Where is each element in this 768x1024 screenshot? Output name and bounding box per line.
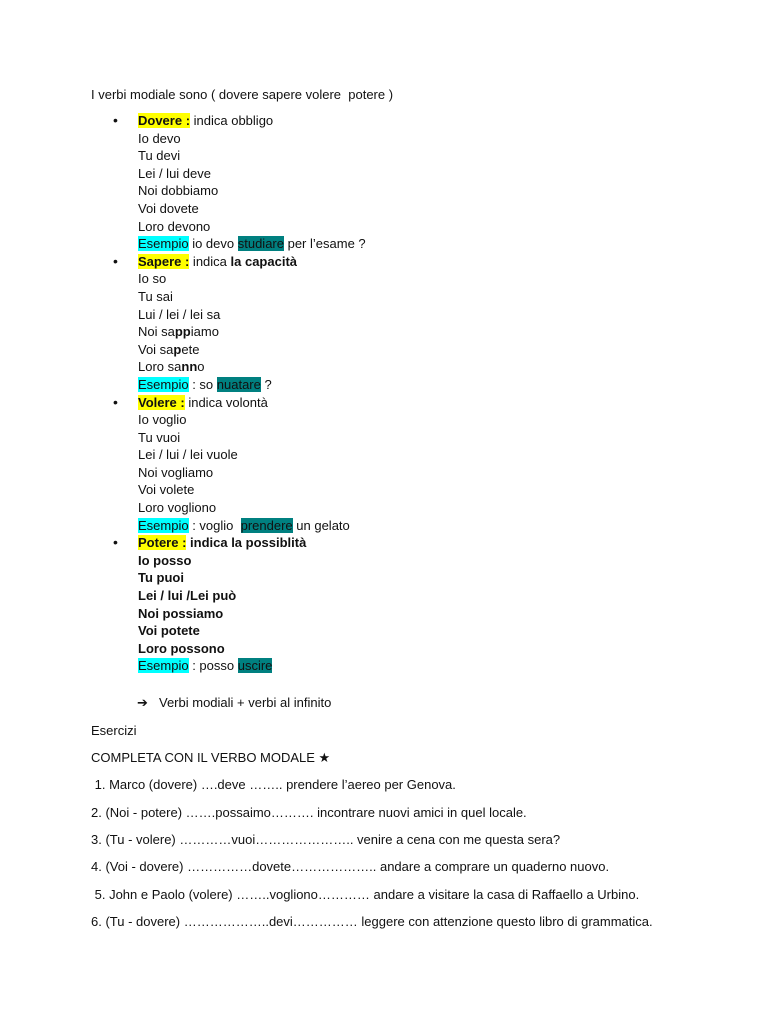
conjugation-line <box>138 165 366 183</box>
exercise-item: 4. (Voi - dovere) ……………dovete……………….. andare a comprare un quaderno nuovo. <box>91 859 610 874</box>
conjugation-line <box>138 587 366 605</box>
conjugation-line <box>138 182 366 200</box>
exercise-title: COMPLETA CON IL VERBO MODALE ★ <box>91 750 331 765</box>
exercise-item: 5. John e Paolo (volere) ……..vogliono………… andare a visitare la casa di Raffaello a Urbino. <box>91 887 640 902</box>
conjugation-line <box>138 306 366 324</box>
text-run: : voglio <box>188 517 241 533</box>
exercise-item: 6. (Tu - dovere) ………………..devi…………… leggere con attenzione questo libro di grammatica. <box>91 914 653 929</box>
conjugation-line <box>138 464 366 482</box>
exercise-item: 3. (Tu - volere) …………vuoi………………….. venire a cena con me questa sera? <box>91 832 561 847</box>
text-run: : posso <box>188 658 238 674</box>
text-run: Noi sa <box>138 324 175 340</box>
conjugation-line <box>138 429 366 447</box>
text-run: : so <box>188 376 217 392</box>
section-dovere <box>113 112 366 253</box>
verb-label: Volere : <box>138 394 185 410</box>
conjugation-line <box>138 411 366 429</box>
example-label: Esempio <box>138 376 189 392</box>
conjugation-line <box>138 481 366 499</box>
text-run: Noi vogliamo <box>138 464 214 480</box>
text-run: Lei / lui / lei vuole <box>138 447 238 463</box>
conjugation-line <box>138 622 366 640</box>
example-line <box>138 517 366 535</box>
conjugation-line <box>138 218 366 236</box>
text-run: Tu puoi <box>138 570 184 586</box>
text-run: Voi volete <box>138 482 195 498</box>
intro-line: I verbi modiale sono ( dovere sapere volere potere ) <box>91 87 394 102</box>
infinitive-highlight: studiare <box>237 236 284 252</box>
text-run: Loro vogliono <box>138 500 217 516</box>
example-line <box>138 657 366 675</box>
exercise-item: 2. (Noi - potere) …….possaimo………. incontrare nuovi amici in quel locale. <box>91 805 527 820</box>
section-heading <box>138 394 366 412</box>
text-run: Voi potete <box>138 623 200 639</box>
bullet-icon: • <box>113 534 118 551</box>
section-potere <box>113 534 366 675</box>
conjugation-line <box>138 640 366 658</box>
section-volere <box>113 394 366 535</box>
section-heading <box>138 534 366 552</box>
bullet-icon: • <box>113 393 118 410</box>
rule-text: Verbi modiali + verbi al infinito <box>159 695 332 710</box>
conjugation-line <box>138 147 366 165</box>
text-run: Lui / lei / lei sa <box>138 306 221 322</box>
verb-label: Dovere : <box>138 113 191 128</box>
verb-sections <box>113 112 366 675</box>
text-run: Lei / lui /Lei può <box>138 588 237 604</box>
infinitive-highlight: prendere <box>240 517 293 533</box>
text-run: pp <box>174 324 191 340</box>
conjugation-line <box>138 323 366 341</box>
bullet-icon: • <box>113 112 118 128</box>
text-run: Loro devono <box>138 218 211 234</box>
conjugation-line <box>138 288 366 306</box>
text-run: p <box>173 341 182 357</box>
conjugation-line <box>138 605 366 623</box>
infinitive-highlight: nuatare <box>216 376 261 392</box>
text-run: la capacità <box>230 253 298 269</box>
text-run: indica la possiblità <box>186 535 307 551</box>
text-run: Io so <box>138 271 167 287</box>
text-run: per l’esame ? <box>283 236 366 252</box>
bullet-icon: • <box>113 252 118 269</box>
text-run: Io devo <box>138 130 181 146</box>
exercise-item: 1. Marco (dovere) ….deve …….. prendere l’aereo per Genova. <box>91 777 456 792</box>
conjugation-line <box>138 358 366 376</box>
section-heading <box>138 253 366 271</box>
text-run: Io posso <box>138 552 192 568</box>
verb-label: Potere : <box>138 535 187 551</box>
conjugation-line <box>138 552 366 570</box>
text-run: nn <box>181 359 198 375</box>
text-run: un gelato <box>292 517 350 533</box>
conjugation-line <box>138 270 366 288</box>
example-label: Esempio <box>138 236 189 252</box>
example-label: Esempio <box>138 517 189 533</box>
text-run: io devo <box>188 236 238 252</box>
text-run: indica obbligo <box>190 113 274 128</box>
text-run: Loro possono <box>138 640 225 656</box>
text-run: o <box>197 359 205 375</box>
text-run: ? <box>260 376 272 392</box>
conjugation-line <box>138 499 366 517</box>
conjugation-line <box>138 446 366 464</box>
text-run: Loro sa <box>138 359 182 375</box>
text-run: ete <box>181 341 200 357</box>
conjugation-line <box>138 130 366 148</box>
text-run: Tu vuoi <box>138 429 181 445</box>
example-line <box>138 376 366 394</box>
conjugation-line <box>138 200 366 218</box>
text-run: Io voglio <box>138 412 187 428</box>
section-sapere <box>113 253 366 394</box>
text-run: Lei / lui deve <box>138 165 211 181</box>
text-run: indica volontà <box>184 394 268 410</box>
conjugation-line <box>138 569 366 587</box>
text-run: Noi dobbiamo <box>138 183 219 199</box>
arrow-icon: ➔ <box>137 695 148 710</box>
verb-label: Sapere : <box>138 253 190 269</box>
esercizi-heading: Esercizi <box>91 723 137 738</box>
example-line <box>138 235 366 253</box>
conjugation-line <box>138 341 366 359</box>
section-heading <box>138 112 366 130</box>
text-run: Tu sai <box>138 288 173 304</box>
infinitive-highlight: uscire <box>237 658 273 674</box>
rule-line <box>137 694 331 712</box>
text-run: iamo <box>190 324 219 340</box>
text-run: Voi dovete <box>138 200 199 216</box>
text-run: Voi sa <box>138 341 174 357</box>
text-run: indica <box>189 253 231 269</box>
example-label: Esempio <box>138 658 189 674</box>
text-run: Tu devi <box>138 148 181 164</box>
text-run: Noi possiamo <box>138 605 224 621</box>
